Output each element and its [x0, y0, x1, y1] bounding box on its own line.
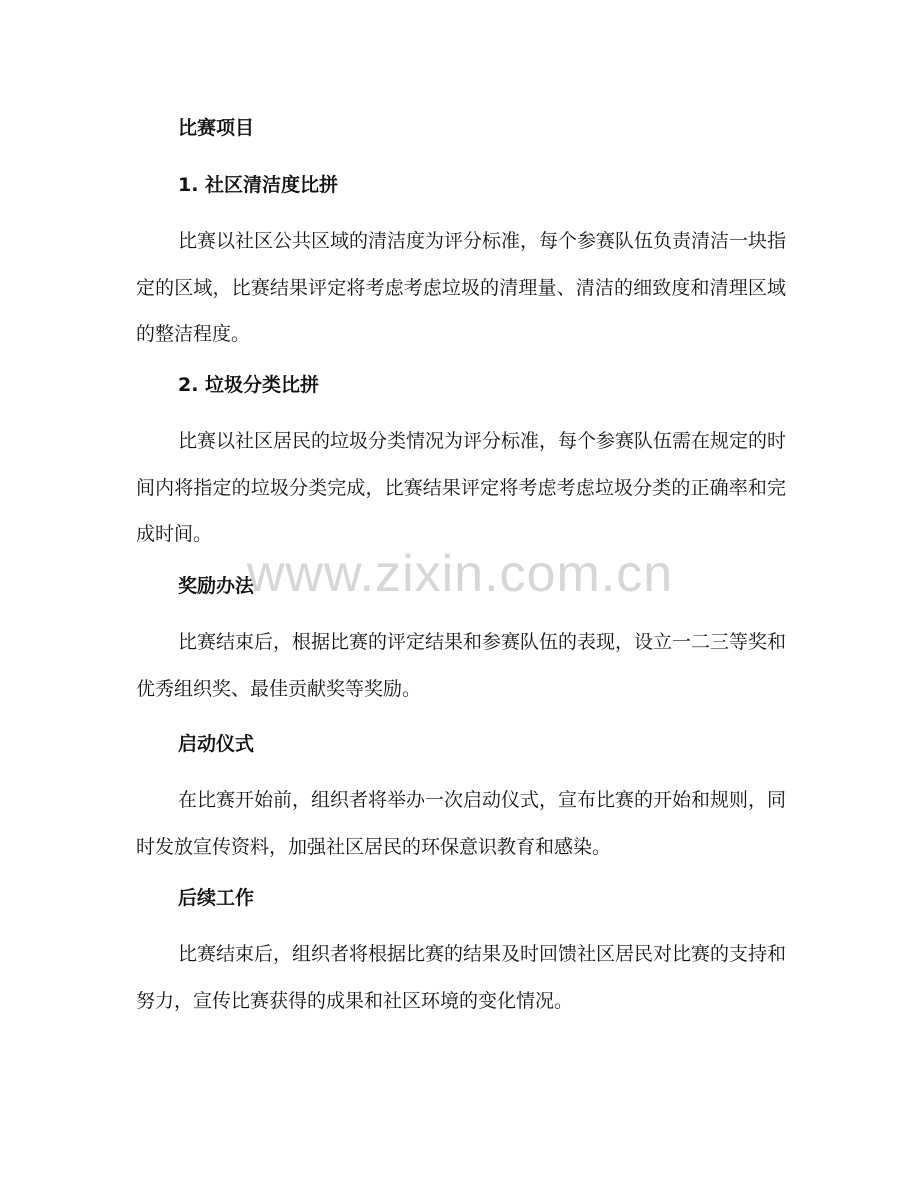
paragraph-follow-up: 比赛结束后，组织者将根据比赛的结果及时回馈社区居民对比赛的支持和努力，宣传比赛获得的成果和社区环境的变化情况。	[136, 943, 787, 1012]
section-heading-follow-up: 后续工作	[178, 887, 255, 909]
section-heading-launch-ceremony: 启动仪式	[178, 733, 255, 755]
paragraph-rewards: 比赛结束后，根据比赛的评定结果和参赛队伍的表现，设立一二三等奖和优秀组织奖、最佳贡献奖等奖励。	[136, 631, 787, 700]
paragraph-garbage-sorting: 比赛以社区居民的垃圾分类情况为评分标准，每个参赛队伍需在规定的时间内将指定的垃圾分类完成，比赛结果评定将考虑考虑垃圾分类的正确率和完成时间。	[136, 430, 787, 545]
section-heading-competition-items: 比赛项目	[178, 117, 255, 139]
paragraph-launch-ceremony: 在比赛开始前，组织者将举办一次启动仪式，宣布比赛的开始和规则，同时发放宣传资料，加强社区居民的环保意识教育和感染。	[136, 789, 787, 858]
paragraph-cleanliness: 比赛以社区公共区域的清洁度为评分标准，每个参赛队伍负责清洁一块指定的区域，比赛结果评定将考虑考虑垃圾的清理量、清洁的细致度和清理区域的整洁程度。	[136, 230, 787, 345]
section-heading-garbage-sorting: 2. 垃圾分类比拼	[178, 374, 320, 396]
watermark: www.zixin.com.cn	[246, 545, 674, 603]
section-heading-cleanliness: 1. 社区清洁度比拼	[178, 174, 339, 196]
section-heading-rewards: 奖励办法	[178, 575, 255, 597]
